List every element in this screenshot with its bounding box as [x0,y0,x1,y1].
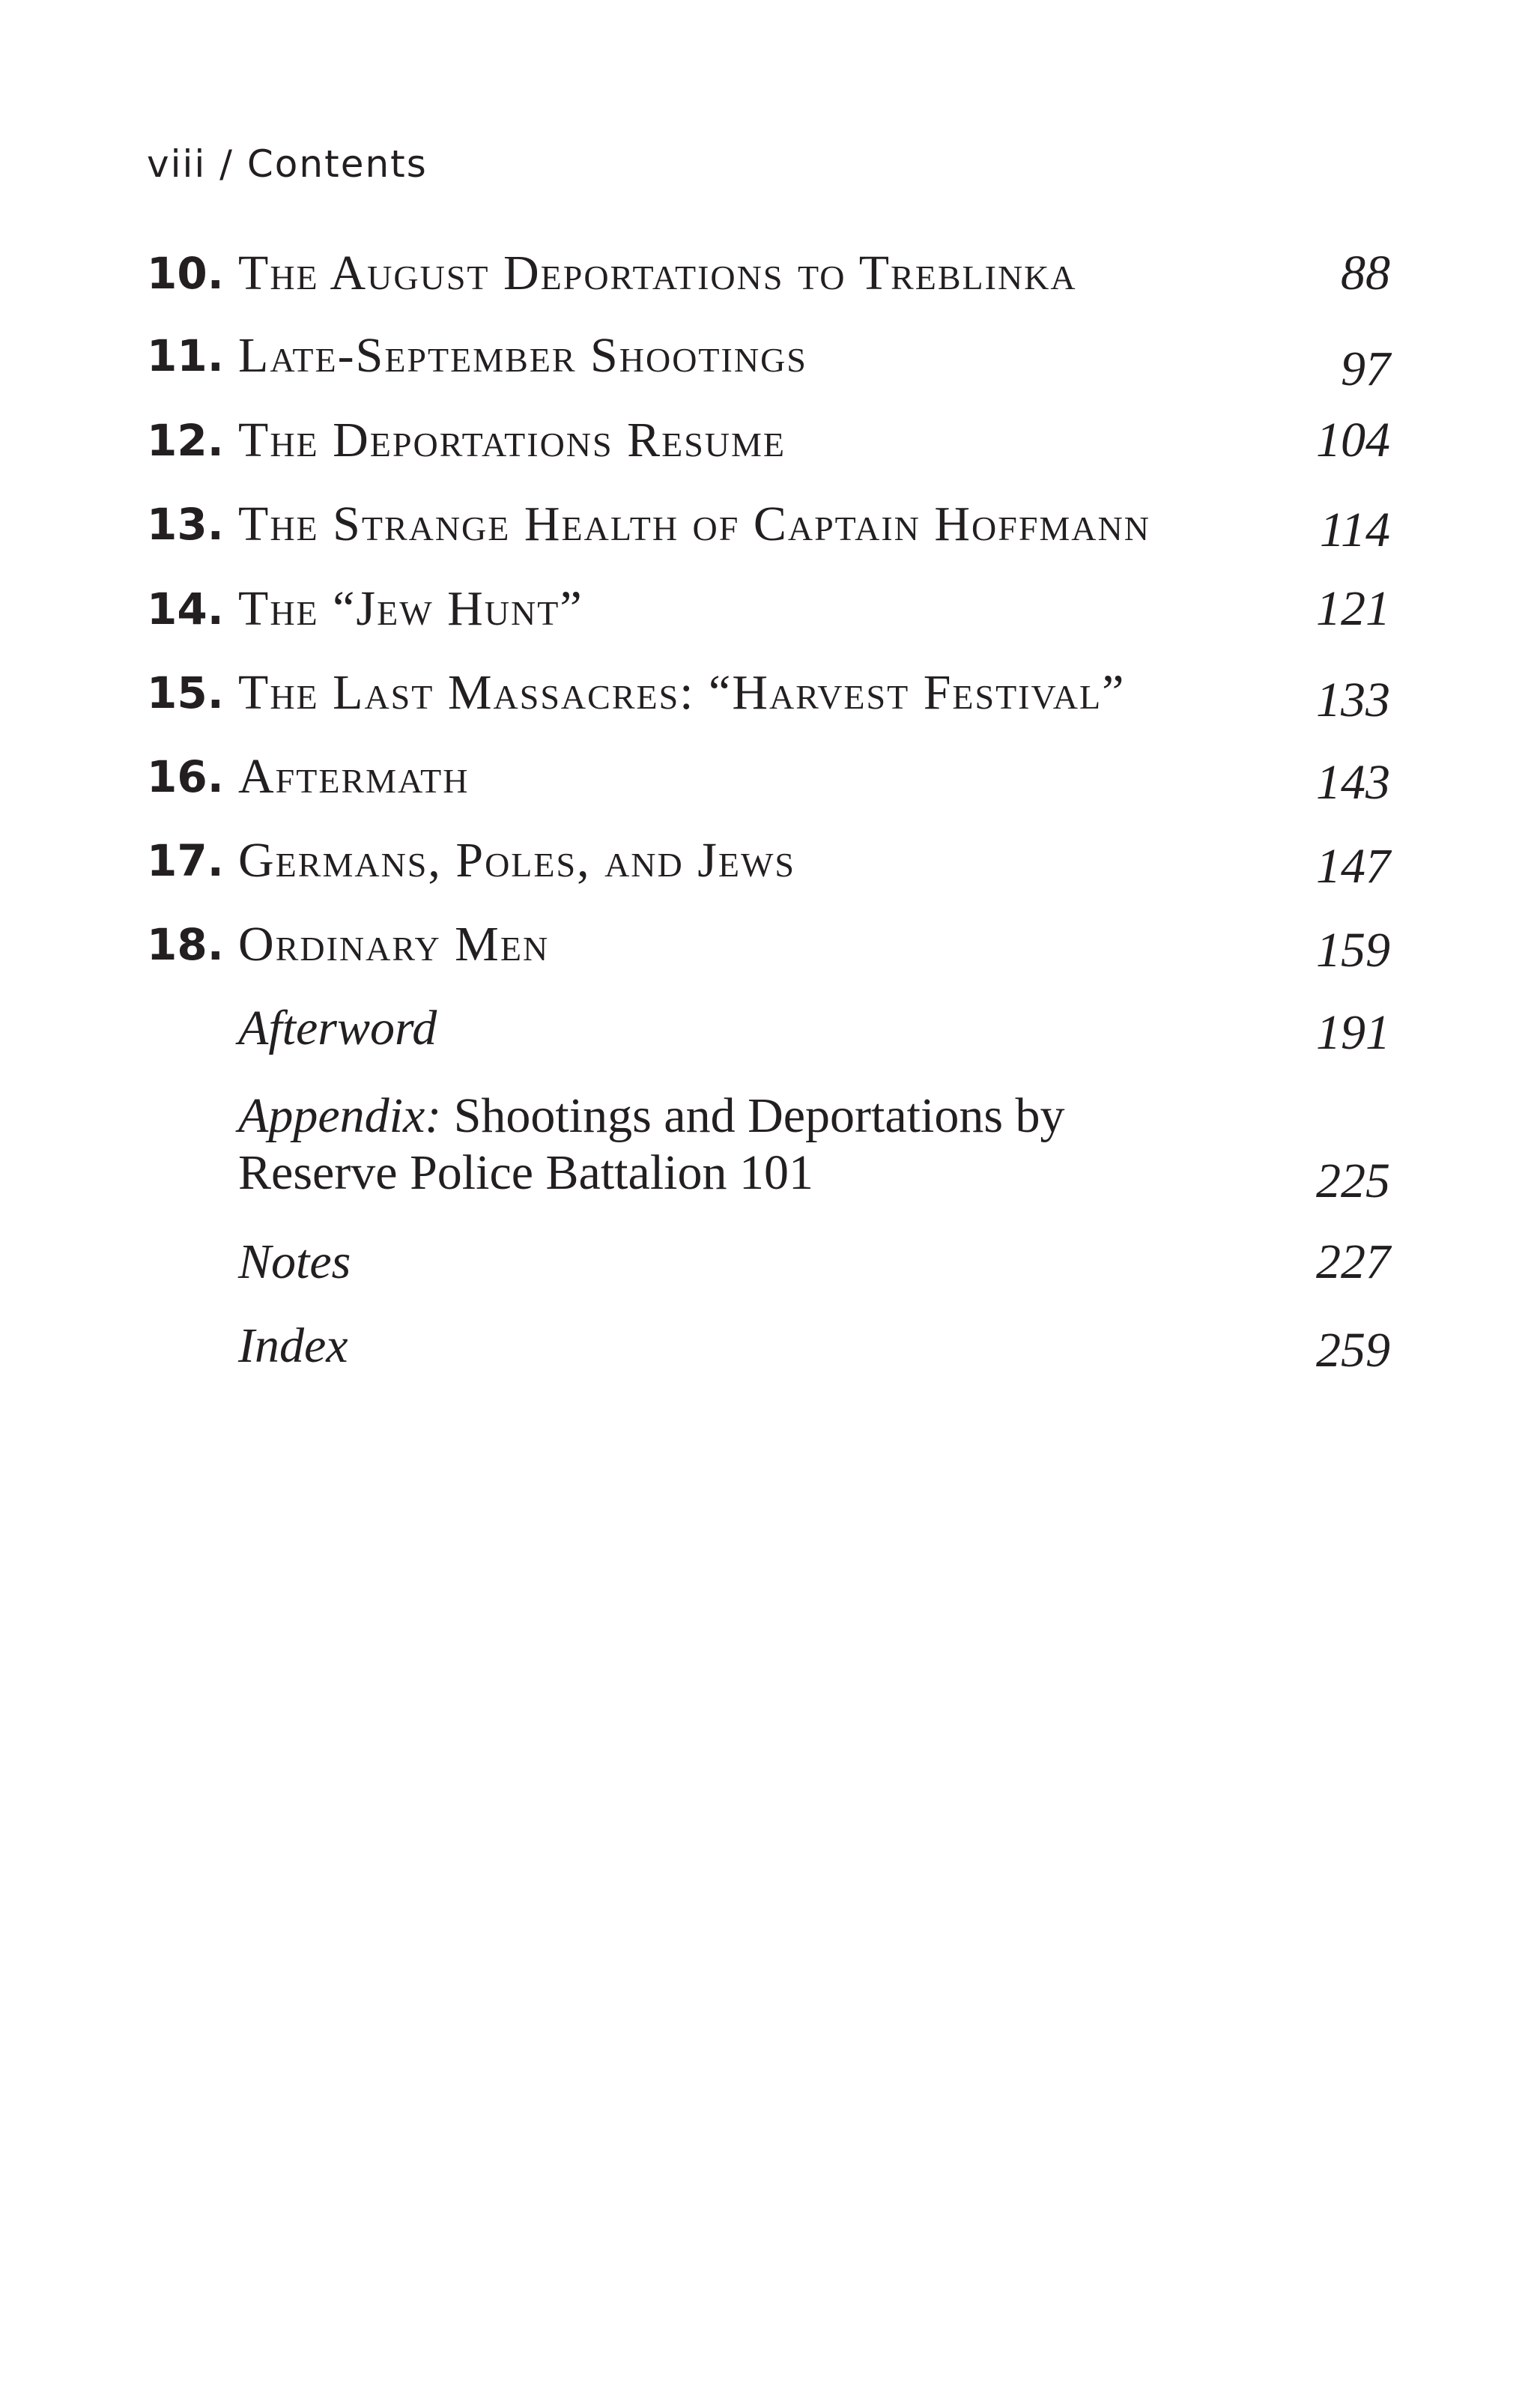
afterword-title: Afterword [238,1001,437,1055]
appendix-title [238,1088,1065,1202]
chapter-title: Germans, Poles, and Jews [238,833,796,888]
chapter-title: The August Deportations to Treblinka [238,246,1077,300]
chapter-number: 12. [147,415,224,466]
page-number: 143 [1316,755,1390,810]
chapter-number: 16. [147,751,224,802]
page-number: 227 [1316,1234,1390,1289]
page-number: 88 [1341,246,1390,300]
chapter-number: 18. [147,919,224,970]
chapter-title: The Strange Health of Captain Hoffmann [238,497,1151,551]
appendix-title-line2: Reserve Police Battalion 101 [238,1145,813,1200]
page-number: 133 [1316,673,1390,727]
page-number: 114 [1319,503,1390,557]
page-number: 97 [1341,342,1390,396]
page-number: 225 [1316,1154,1390,1208]
page-number: 191 [1316,1005,1390,1060]
page-number: 121 [1316,581,1390,636]
chapter-number: 10. [147,248,224,299]
chapter-number: 11. [147,330,224,381]
chapter-title: Aftermath [238,749,470,804]
chapter-title: The “Jew Hunt” [238,581,583,636]
page-number: 159 [1316,923,1390,978]
chapter-title: Ordinary Men [238,917,550,972]
chapter-number: 13. [147,499,224,550]
chapter-title: The Deportations Resume [238,413,786,467]
running-head: viii / Contents [147,142,428,186]
page-number: 147 [1316,839,1390,894]
chapter-title: The Last Massacres: “Harvest Festival” [238,665,1126,720]
chapter-title: Late-September Shootings [238,328,807,383]
chapter-number: 17. [147,835,224,886]
notes-title: Notes [238,1234,351,1289]
appendix-label: Appendix: [238,1088,442,1143]
chapter-number: 15. [147,667,224,718]
chapter-number: 14. [147,584,224,634]
page-number: 259 [1316,1323,1390,1378]
index-title: Index [238,1318,348,1373]
appendix-title-line1: Shootings and Deportations by [453,1088,1065,1143]
page-number: 104 [1316,413,1390,467]
